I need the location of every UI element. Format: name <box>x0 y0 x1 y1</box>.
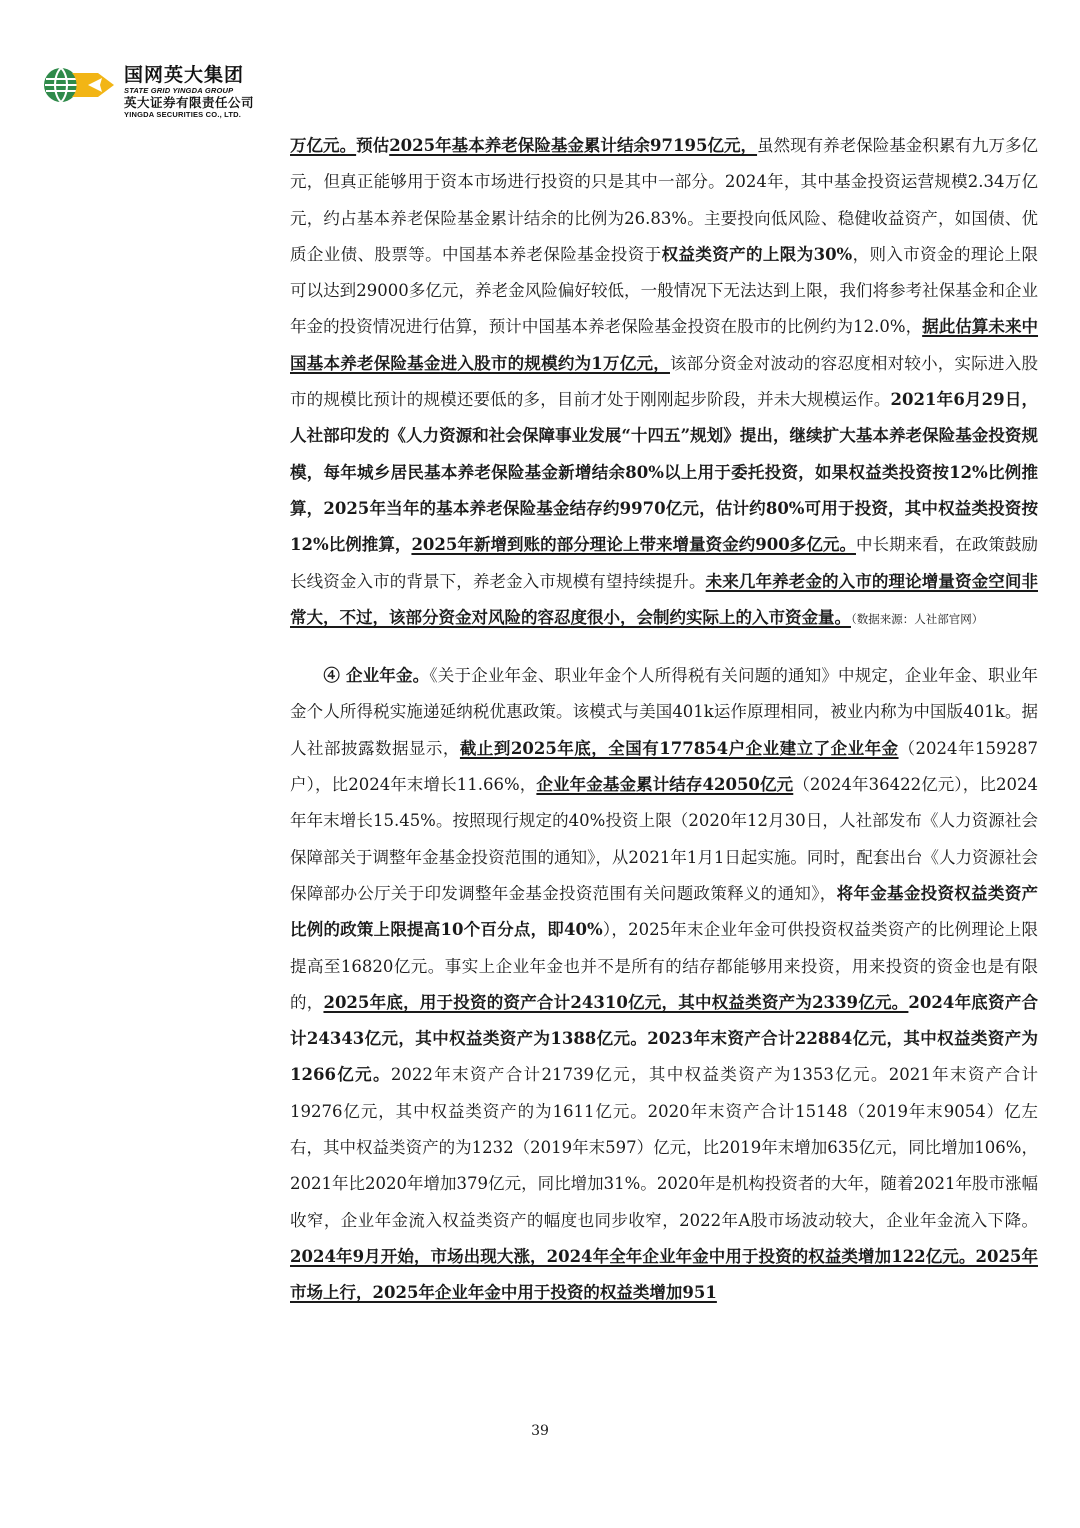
emphasis-text-run: 企业年金基金累计结存42050亿元 <box>536 775 794 795</box>
emphasis-text-run: ④ 企业年金。 <box>290 666 430 686</box>
text-run: 2022年末资产合计21739亿元，其中权益类资产为1353亿元。2021年末资产合计19276亿元，其中权益类资产的为1611亿元。2020年末资产合计15148（2019年末9054）亿左右，其中权益类资产的为1232（2019年末597）亿元，比2019年末增加635亿元，同比增加106%，2021年比2020年增加379亿元，同比增加31%。2020年是机构投资者的大年，随着2021年股市涨幅收窄，企业年金流入权益类资产的幅度也同步收窄，2022年A股市场波动较大，企业年金流入下降。 <box>290 1065 1038 1230</box>
globe-arrow-logo-icon <box>42 66 116 104</box>
text-run: 虽然现有养老保险基金积累有九万多亿元，但真正能够用于资本市场进行投资的只是其中一部分。2024年，其中基金投资运营规模2.34万亿元，约占基本养老保险基金累计结余的比例为26.83%。主要投向低风险、稳健收益资产，如国债、优质企业债、股票等。中国基本养老保险基金投资于 <box>290 136 1039 264</box>
emphasis-text-run: 2024年9月开始，市场出现大涨，2024年全年企业年金中用于投资的权益类增加122亿元。2025年市场上行，2025年企业年金中用于投资的权益类增加951 <box>290 1246 1038 1303</box>
text-run: 该部分资金对波动的容忍度相对较小，实际进入股市的规模比预计的规模还要低的多，目前才处于刚刚起步阶段，并未大规模运作。 <box>290 353 1039 410</box>
text-run: ），2025年末企业年金可供投资权益类资产的比例理论上限提高至16820亿元。事实上企业年金也并不是所有的结存都能够用来投资，用来投资的资金也是有限的， <box>290 920 1038 1012</box>
emphasis-text-run: 预估 <box>356 136 390 155</box>
company-logo <box>42 62 292 128</box>
text-run: ，则入市资金的理论上限可以达到29000多亿元，养老金风险偏好较低，一般情况下无法达到上限，我们将参考社保基金和企业年金的投资情况进行估算，预计中国基本养老保险基金投资在股市的比例约为12.0%， <box>290 244 1039 337</box>
emphasis-text-run: 2025年基本养老保险基金累计结余97195亿元， <box>389 136 758 155</box>
company-name-en: YINGDA SECURITIES CO., LTD. <box>124 110 242 119</box>
emphasis-text-run: 将年金基金投资权益类资产比例的政策上限提高10个百分点，即40% <box>290 883 1038 940</box>
document-body <box>290 128 1038 1312</box>
emphasis-text-run: 据此估算未来中国基本养老保险基金进入股市的规模约为1万亿元， <box>290 317 1039 373</box>
logo-text <box>124 64 254 119</box>
source-note: （数据来源：人社部官网） <box>851 611 984 626</box>
emphasis-text-run: 2021年6月29日，人社部印发的《人力资源和社会保障事业发展“十四五”规划》提出，继续扩大基本养老保险基金投资规模，每年城乡居民基本养老保险基金新增结余80%以上用于委托投资，如果权益类投资按12%比例推算，2025年当年的基本养老保险基金结存约9970亿元，估计约80%可用于投资，其中权益类投资按12%比例推算， <box>290 390 1039 555</box>
pension-fund-paragraph <box>290 128 1038 637</box>
emphasis-text-run: 2025年底，用于投资的资产合计24310亿元，其中权益类资产为2339亿元。 <box>323 992 909 1012</box>
emphasis-text-run: 权益类资产的上限为30% <box>661 244 853 264</box>
text-run: 中长期来看，在政策鼓励长线资金入市的背景下，养老金入市规模有望持续提升。 <box>290 535 1038 591</box>
group-name-cn: 国网英大集团 <box>124 64 245 86</box>
text-run: 《关于企业年金、职业年金个人所得税有关问题的通知》中规定，企业年金、职业年金个人所得税实施递延纳税优惠政策。该模式与美国401k运作原理相同，被业内称为中国版401k。据人社部披露数据显示， <box>290 666 1039 758</box>
emphasis-text-run: 截止到2025年底，全国有177854户企业建立了企业年金 <box>459 738 899 758</box>
emphasis-text-run: 2024年底资产合计24343亿元，其中权益类资产为1388亿元。2023年末资产合计22884亿元，其中权益类资产为1266亿元。 <box>290 992 1038 1085</box>
text-run: （2024年159287户），比2024年末增长11.66%， <box>290 738 1038 795</box>
enterprise-annuity-paragraph <box>290 658 1038 1311</box>
emphasis-text-run: 2025年新增到账的部分理论上带来增量资金约900多亿元。 <box>411 535 856 555</box>
group-name-en: STATE GRID YINGDA GROUP <box>124 86 234 95</box>
page-number: 39 <box>531 1423 549 1439</box>
company-name-cn: 英大证券有限责任公司 <box>124 95 255 110</box>
emphasis-text-run: 万亿元。 <box>290 136 357 155</box>
text-run: （2024年36422亿元），比2024年年末增长15.45%。按照现行规定的40%投资上限（2020年12月30日，人社部发布《人力资源社会保障部关于调整年金基金投资范围的通知》，从2021年1月1日起实施。同时，配套出台《人力资源社会保障部办公厅关于印发调整年金基金投资范围有关问题政策释义的通知》， <box>290 775 1038 903</box>
emphasis-text-run: 未来几年养老金的入市的理论增量资金空间非常大，不过，该部分资金对风险的容忍度很小，会制约实际上的入市资金量。 <box>290 571 1038 627</box>
